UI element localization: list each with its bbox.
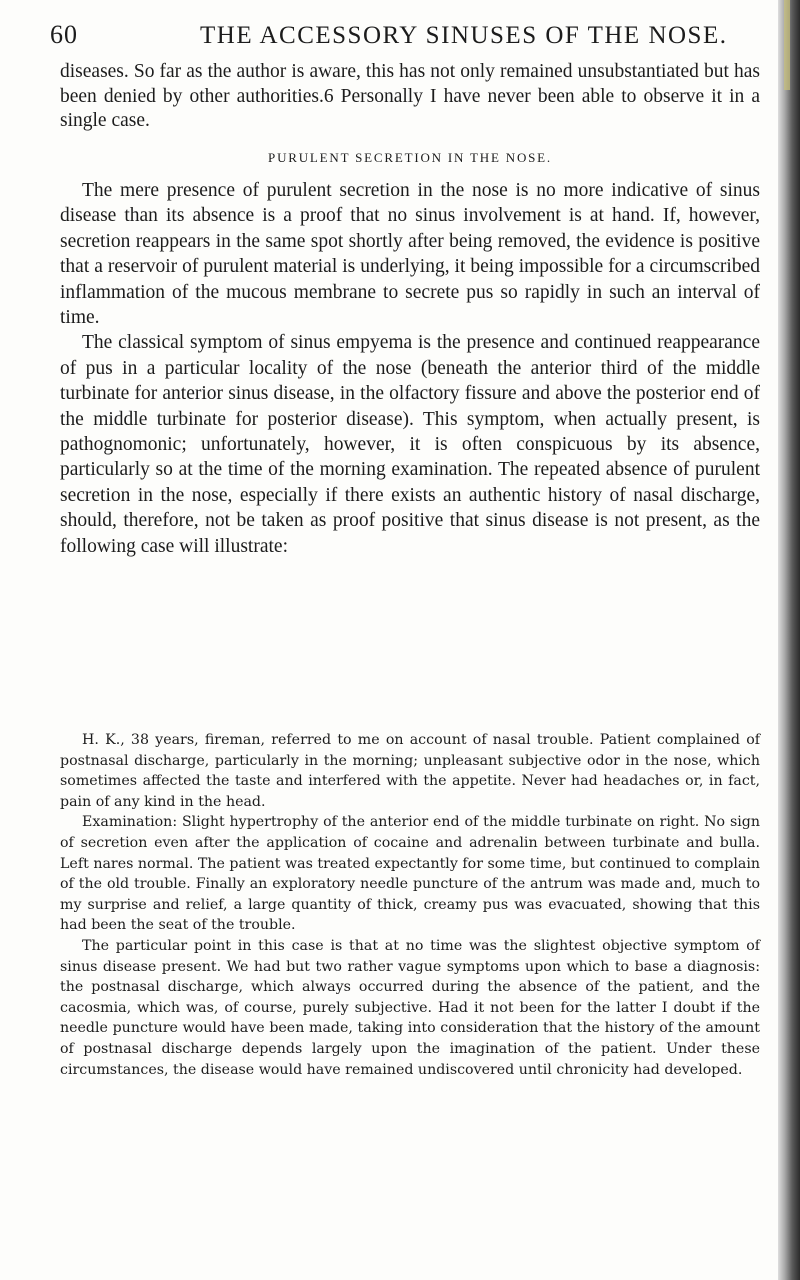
page-edge-shadow xyxy=(778,0,800,1280)
opening-paragraph: diseases. So far as the author is aware, this has not only remained unsubstantiated but has been denied by other authorities.6 Personally I have never been able to observe it in a single case. xyxy=(60,61,760,132)
body-paragraph: The mere presence of purulent secretion in the nose is no more indicative of sinus disease than its absence is a proof that no sinus involvement is at hand. If, however, secretion reappears in the same spot shortly after being removed, the evidence is positive that a reservoir of purulent material is underlying, it being impossible for a circumscribed inflammation of the mucous membrane to secrete pus so rapidly in such an interval of time. xyxy=(60,180,760,329)
running-title: THE ACCESSORY SINUSES OF THE NOSE. xyxy=(200,22,728,49)
case-paragraph: Examination: Slight hypertrophy of the anterior end of the middle turbinate on right. No sign of secretion even after the application of cocaine and adrenalin between turbinate and bulla. Left nares normal. The patient was treated expectantly for some time, but continued to complain of the old trouble. Finally an exploratory needle puncture of the antrum was made and, much to my surprise and relief, a large quantity of thick, creamy pus was evacuated, showing that this had been the seat of the trouble. xyxy=(60,814,760,934)
page-edge-tint xyxy=(784,0,790,90)
section-heading: PURULENT SECRETION IN THE NOSE. xyxy=(268,150,552,165)
case-report xyxy=(60,730,760,1080)
opening-text xyxy=(60,60,760,134)
body-paragraph: The classical symptom of sinus empyema is the presence and continued reappearance of pus in a particular locality of the nose (beneath the anterior third of the middle turbinate for anterior sinus disease, in the olfactory fissure and above the posterior end of the middle turbinate for posterior disease). This symptom, when actually present, is pathognomonic; unfortunately, however, it is often conspicuous by its absence, particularly so at the time of the morning examination. The repeated absence of purulent secretion in the nose, especially if there exists an authentic history of nasal discharge, should, therefore, not be taken as proof positive that sinus disease is not present, as the following case will illustrate: xyxy=(60,332,760,557)
main-body xyxy=(60,178,760,559)
page-number: 60 xyxy=(50,20,78,49)
case-paragraph: The particular point in this case is that at no time was the slightest objective symptom of sinus disease present. We had but two rather vague symptoms upon which to base a diagnosis: the postnasal discharge, which always occurred during the absence of the patient, and the cacosmia, which was, of course, purely subjective. Had it not been for the latter I doubt if the needle puncture would have been made, taking into consideration that the history of the amount of postnasal discharge depends largely upon the imagination of the patient. Under these circumstances, the disease would have remained undiscovered until chronicity had developed. xyxy=(60,937,760,1078)
page-header xyxy=(50,14,750,58)
case-paragraph: H. K., 38 years, fireman, referred to me on account of nasal trouble. Patient complained of postnasal discharge, particularly in the morning; unpleasant subjective odor in the nose, which sometimes affected the taste and interfered with the appetite. Never had headaches or, in fact, pain of any kind in the head. xyxy=(60,732,760,810)
